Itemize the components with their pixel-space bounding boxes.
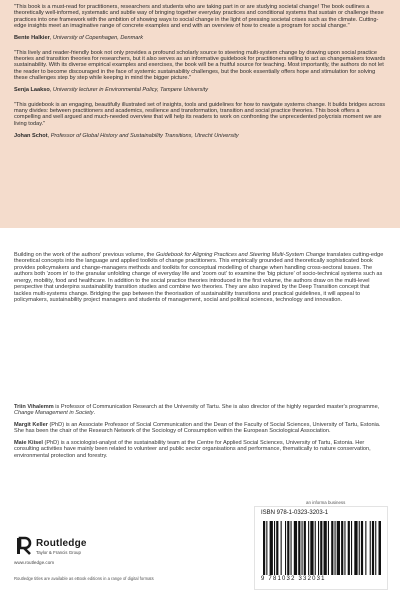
barcode-bar	[302, 521, 303, 575]
book-description	[14, 252, 386, 304]
barcode-bar	[344, 521, 345, 575]
barcode-bar	[310, 521, 313, 575]
author-1-name: Triin Vihalemm	[14, 404, 54, 410]
publisher-group: Taylor & Francis Group	[36, 550, 81, 555]
isbn-barcode	[254, 506, 388, 590]
author-3-bio: (PhD) is a sociologist-analyst of the sustainability team at the Centre for Applied Social Sciences, University of Tartu, Estonia. Her consulting activities have mainly been related to volunteer and public sector organisations and performance, thematically to nature conservation, environmental protection and forestry.	[14, 439, 371, 459]
quote-3-affiliation: Professor of Global History and Sustainability Transitions, Utrecht University	[50, 133, 239, 140]
barcode-bar	[315, 521, 316, 575]
quote-2-attribution: Senja Laakso, University lecturer in Environmental Policy, Tampere University	[14, 87, 208, 94]
barcode-bar	[328, 521, 329, 575]
barcode-bar	[320, 521, 322, 575]
author-bio-2	[14, 422, 386, 435]
barcode-bar	[379, 521, 382, 575]
barcode-digits: 9 781032 332031	[261, 576, 326, 582]
quote-3-author: Johan Schot	[14, 133, 48, 140]
barcode-bar	[285, 521, 286, 575]
author-2-name: Margit Keller	[14, 421, 48, 428]
barcode-bar	[270, 521, 273, 575]
quote-2-affiliation: University lecturer in Environmental Policy, Tampere University	[52, 87, 208, 94]
barcode-bar	[351, 521, 352, 575]
description-book-title: Guidebook for Aligning Practices and Steering Multi-System Change	[155, 252, 326, 258]
barcode-bar	[372, 521, 374, 575]
barcode-bar	[375, 521, 376, 575]
barcode-bar	[266, 521, 267, 575]
barcode-bar	[359, 521, 360, 575]
quote-1-author: Bente Halkier	[14, 35, 50, 42]
publisher-name: Routledge	[36, 538, 87, 549]
barcode-bar	[318, 521, 319, 575]
quote-1-affiliation: University of Copenhagen, Denmark	[52, 35, 144, 42]
barcode-bar	[335, 521, 336, 575]
quote-3-attribution: Johan Schot, Professor of Global History and Sustainability Transitions, Utrecht University	[14, 133, 239, 140]
ebook-note: Routledge titles are available as eBook editions in a range of digital formats	[14, 576, 154, 581]
author-bios	[14, 404, 386, 464]
quote-3-text: "This guidebook is an engaging, beautifully illustrated set of insights, tools and guidelines for how to navigate systems change. It builds bridges across many divides: between practitioners and academics, resilience and transformation, transition and social practice theories. This book offers a compelling and well argued and much-needed overview that will help its readers to work on confronting the unprecedented polycrisis moment we are living today."	[14, 101, 386, 127]
barcode-bar	[274, 521, 275, 575]
author-1-end: .	[93, 410, 96, 417]
barcode-bar	[263, 521, 265, 575]
routledge-logo-icon	[14, 536, 36, 558]
endorsements	[14, 4, 386, 148]
barcode-bar	[348, 521, 350, 575]
author-1-bio: is Professor of Communication Research at the University of Tartu. She is also director of the highly regarded master's programme,	[53, 404, 380, 410]
barcode-bar	[276, 521, 278, 575]
barcode-bar	[341, 521, 343, 575]
quote-1-attribution: Bente Halkier, University of Copenhagen, Denmark	[14, 35, 144, 42]
barcode-bar	[294, 521, 297, 575]
isbn-label: ISBN 978-1-0323-3203-1	[261, 510, 329, 516]
author-2-bio: (PhD) is an Associate Professor of Social Communication and the Dean of the Faculty of Social Sciences, University of Tartu, Estonia. She has been the chair of the Research Network of the Sociology of Consumption within the European Sociological Association.	[14, 421, 381, 435]
barcode-bar	[361, 521, 363, 575]
quote-2-text: "This lively and reader-friendly book not only provides a profound scholarly source to steering multi-system change by drawing upon social practice theories and transition theories for researchers, but it also serves as an informative guidebook for practitioners willing to act as changemakers towards sustainability. With its diverse empirical examples and exercises, the book will be a fruitful source for teaching. Most importantly, the authors do not let the reader to become discouraged in the face of systemic sustainability challenges, but the book essentially offers hope and stimulation for solving these challenges step by step while keeping in mind the bigger picture."	[14, 49, 386, 82]
barcode-bar	[281, 521, 282, 575]
publisher-url[interactable]: www.routledge.com	[14, 560, 55, 565]
barcode-bar	[331, 521, 333, 575]
description-paragraph	[14, 252, 386, 304]
author-bio-3	[14, 440, 386, 459]
description-lead: Building on the work of the authors' previous volume, the	[14, 252, 156, 258]
barcode-bar	[365, 521, 366, 575]
author-bio-1	[14, 404, 386, 417]
barcode-bar	[370, 521, 371, 575]
barcode-bar	[298, 521, 300, 575]
barcode-bar	[287, 521, 289, 575]
barcode-bars	[261, 521, 381, 575]
barcode-bar	[291, 521, 292, 575]
quote-1-text: "This book is a must-read for practitioners, researchers and students who are taking part in or are studying societal change! The book outlines a theoretically well-informed, systematic and subtle way of bringing together everyday practices and conditional systems that sustain or challenge these practices into one framework with the ambition of showing ways to social change in the light of pressing societal crises such as the climate. Cutting-edge insights meet an imaginative range of concrete examples and end with an overview of how to create a program for social change."	[14, 4, 384, 30]
barcode-bar	[324, 521, 327, 575]
author-3-name: Maie Kiisel	[14, 439, 43, 446]
informa-note: an informa business	[306, 500, 346, 505]
barcode-bar	[308, 521, 309, 575]
barcode-bar	[337, 521, 340, 575]
barcode-bar	[354, 521, 357, 575]
barcode-bar	[304, 521, 306, 575]
quote-2-author: Senja Laakso	[14, 87, 50, 94]
author-1-programme: Change Management in Society	[14, 410, 94, 417]
description-rest: translates cutting-edge theoretical concepts into the language and applied toolkits of change practitioners. This empirically grounded and theoretically sophisticated book provides policymakers and change-managers methods and toolkits for conceptual modelling of change when handling cross-sectoral issues. The authors both 'zoom in' to the granular unfolding change of everyday life and 'zoom out' to examine the 'big picture' of socio-technical systems such as energy, mobility, food and healthcare. In addition to the social practice theories introduced in the first volume, the authors draw on the multi-level perspective that underpins sustainability transition studies and combine two theories. They are also inspired by the Deep Transition concept that tackles multi-systems change. Bridging the gap between the theorisation of sustainability transitions and practical guidelines, it will appeal to policymakers, sustainability project managers and students of management, social and political sciences, technology and innovation.	[14, 252, 384, 304]
